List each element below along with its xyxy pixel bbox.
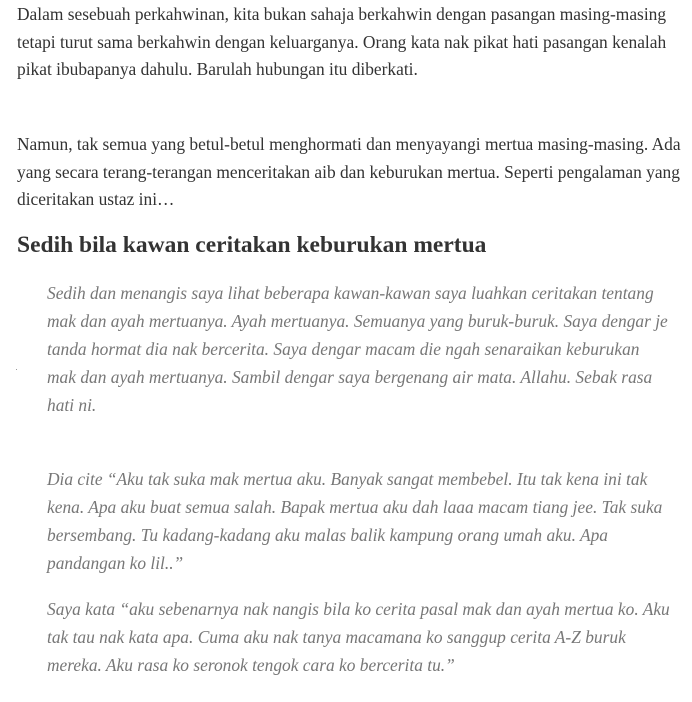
blockquote-paragraph: Sedih dan menangis saya lihat beberapa kawan-kawan saya luahkan ceritakan tentang mak dan ayah mertuanya. Ayah mertuanya. Semuanya yang buruk-buruk. Saya dengar je tanda hormat dia nak bercerita. Saya dengar macam die ngah senaraikan keburukan mak dan ayah mertuanya. Sambil dengar saya bergenang air mata. Allahu. Sebak rasa hati ni. <box>47 283 668 415</box>
section-heading: Sedih bila kawan ceritakan keburukan mertua <box>17 232 487 258</box>
article-paragraph: Dalam sesebuah perkahwinan, kita bukan sahaja berkahwin dengan pasangan masing-masing tetapi turut sama berkahwin dengan keluarganya. Orang kata nak pikat hati pasangan kenalah pikat ibubapanya dahulu. Barulah hubungan itu diberkati. <box>17 4 667 80</box>
article-paragraph: Namun, tak semua yang betul-betul menghormati dan menyayangi mertua masing-masing. Ada yang secara terang-terangan menceritakan aib dan keburukan mertua. Seperti pengalaman yang diceritakan ustaz ini… <box>17 134 681 210</box>
blockquote-paragraph: Dia cite “Aku tak suka mak mertua aku. Banyak sangat membebel. Itu tak kena ini tak kena. Apa aku buat semua salah. Bapak mertua aku dah laaa macam tiang jee. Tak suka bersembang. Tu kadang-kadang aku malas balik kampung orang umah aku. Apa pandangan ko lil..” <box>47 469 663 573</box>
blockquote-paragraph: Saya kata “aku sebenarnya nak nangis bila ko cerita pasal mak dan ayah mertua ko. Aku tak tau nak kata apa. Cuma aku nak tanya macamana ko sanggup cerita A-Z buruk mereka. Aku rasa ko seronok tengok cara ko bercerita tu.” <box>47 599 670 675</box>
speck-mark <box>16 369 17 370</box>
